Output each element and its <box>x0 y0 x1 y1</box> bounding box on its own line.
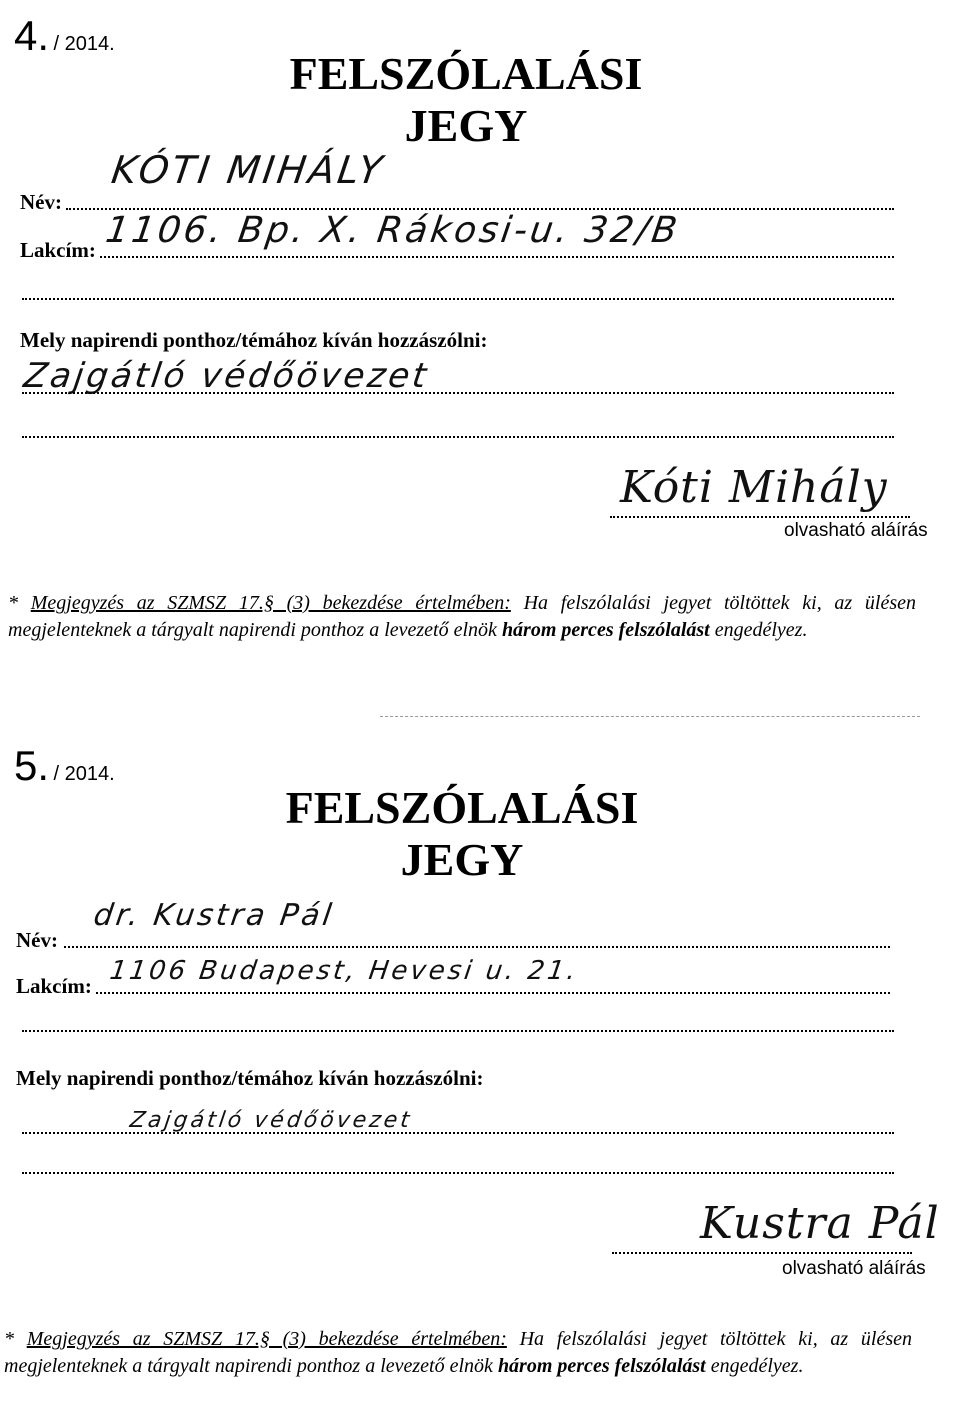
name-value: dr. Kustra Pál <box>91 898 337 933</box>
signature: Kustra Pál <box>700 1198 940 1249</box>
form-number: 5. / 2014. <box>14 742 115 789</box>
topic-label: Mely napirendi ponthoz/témához kíván hozzászólni: <box>16 1066 484 1090</box>
topic-label: Mely napirendi ponthoz/témához kíván hozzászólni: <box>20 328 488 352</box>
topic-line <box>22 392 894 394</box>
address-label: Lakcím: <box>16 974 92 998</box>
name-value: KÓTI MIHÁLY <box>108 148 388 192</box>
address-value: 1106 Budapest, Hevesi u. 21. <box>107 956 581 986</box>
separator <box>380 716 920 717</box>
name-label: Név: <box>16 928 58 952</box>
topic-line <box>22 1132 894 1134</box>
address-line <box>100 256 894 258</box>
form-title: FELSZÓLALÁSI JEGY <box>285 782 639 885</box>
topic-line-2 <box>22 1172 894 1174</box>
topic-value: Zajgátló védőövezet <box>21 356 432 396</box>
name-label: Név: <box>20 190 62 214</box>
form-title: FELSZÓLALÁSI JEGY <box>289 48 643 151</box>
address-value: 1106. Bp. X. Rákosi-u. 32/B <box>103 210 683 251</box>
signature-line <box>612 1252 912 1254</box>
signature: Kóti Mihály <box>620 462 888 513</box>
form-number: 4. / 2014. <box>14 12 115 59</box>
address-line-2 <box>22 298 894 300</box>
name-line <box>64 946 890 948</box>
topic-value: Zajgátló védőövezet <box>128 1108 414 1133</box>
signature-line <box>610 516 910 518</box>
note: * Megjegyzés az SZMSZ 17.§ (3) bekezdése értelmében: Ha felszólalási jegyet töltöttek ki, az ülésen megjelenteknek a tárgyalt napirendi ponthoz a levezető elnök három perces felszólalást engedélyez. <box>8 592 917 641</box>
address-label: Lakcím: <box>20 238 96 262</box>
signature-caption: olvasható aláírás <box>784 520 928 541</box>
address-line <box>96 992 890 994</box>
signature-caption: olvasható aláírás <box>782 1258 926 1279</box>
note: * Megjegyzés az SZMSZ 17.§ (3) bekezdése értelmében: Ha felszólalási jegyet töltöttek ki, az ülésen megjelenteknek a tárgyalt napirendi ponthoz a levezető elnök három perces felszólalást engedélyez. <box>4 1328 913 1377</box>
topic-line-2 <box>22 436 894 438</box>
address-line-2 <box>22 1030 894 1032</box>
